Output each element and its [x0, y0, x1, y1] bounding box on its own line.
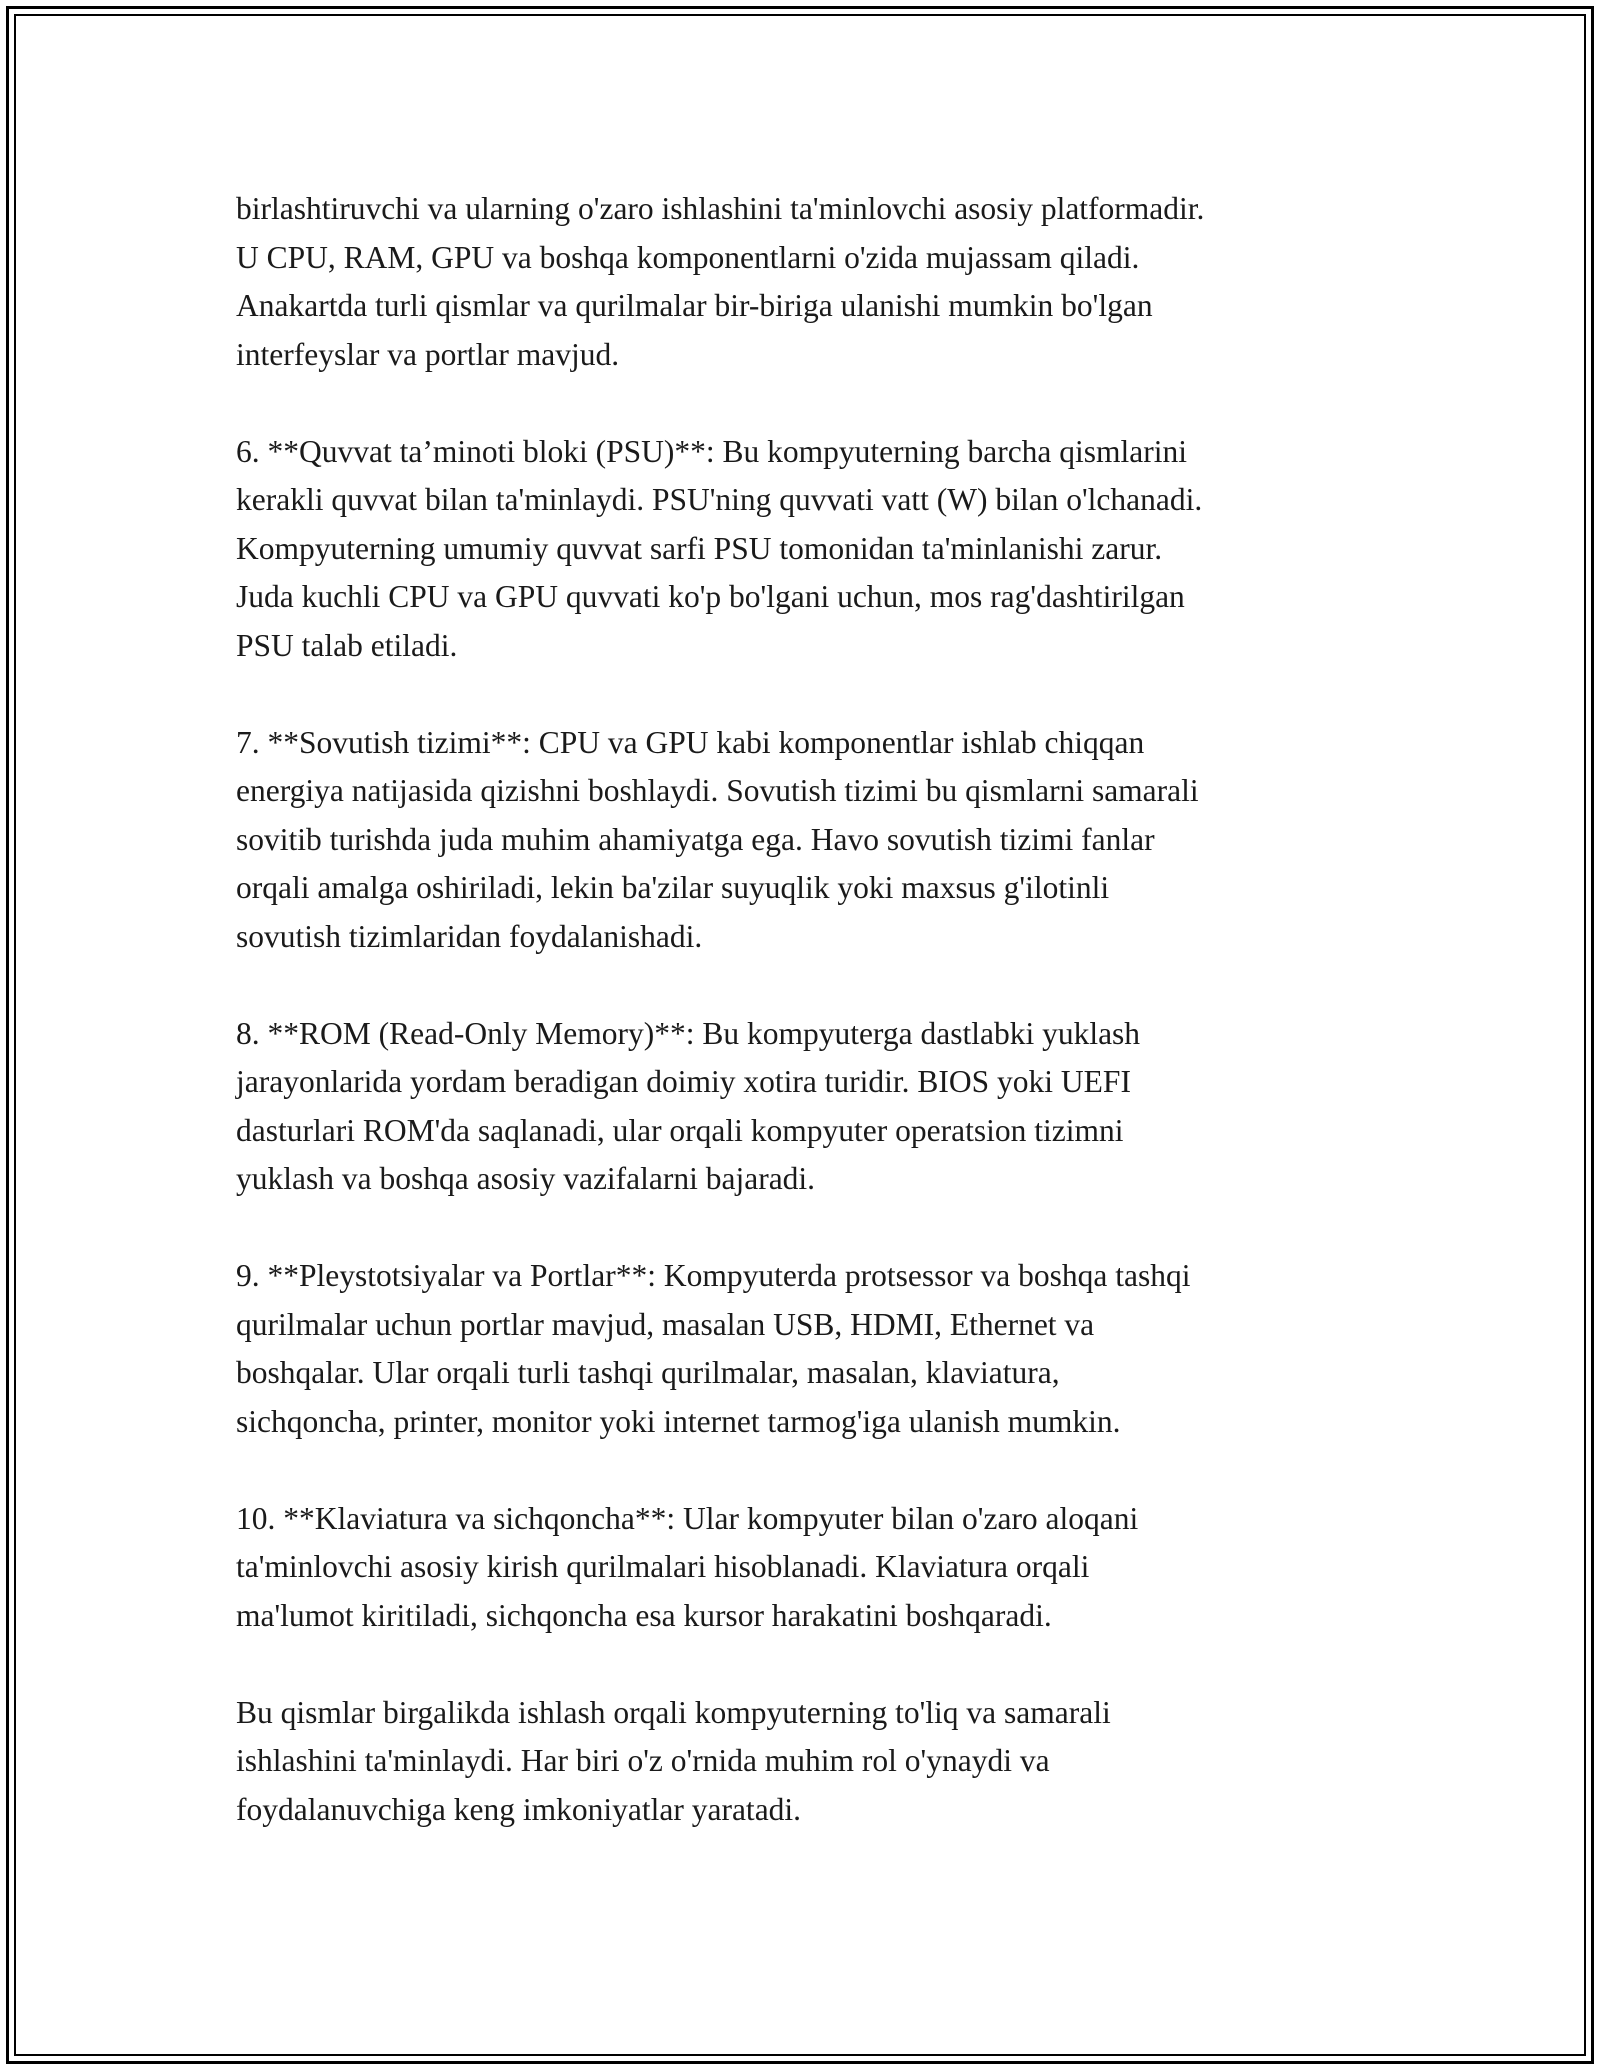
text-line: kerakli quvvat bilan ta'minlaydi. PSU'ning quvvati vatt (W) bilan o'lchanadi.: [236, 482, 1203, 517]
text-line: 7. **Sovutish tizimi**: CPU va GPU kabi komponentlar ishlab chiqqan: [236, 724, 1145, 760]
text-line: PSU talab etiladi.: [236, 627, 458, 663]
text-line: U CPU, RAM, GPU va boshqa komponentlarni o'zida mujassam qiladi.: [236, 239, 1140, 275]
text-line: orqali amalga oshiriladi, lekin ba'zilar suyuqlik yoki maxsus g'ilotinli: [236, 870, 1110, 905]
text-line: 8. **ROM (Read-Only Memory)**: Bu kompyuterga dastlabki yuklash: [236, 1015, 1141, 1051]
text-line: Juda kuchli CPU va GPU quvvati ko'p bo'lgani uchun, mos rag'dashtirilgan: [236, 579, 1185, 614]
text-line: ishlashini ta'minlaydi. Har biri o'z o'rnida muhim rol o'ynaydi va: [236, 1743, 1050, 1778]
text-line: energiya natijasida qizishni boshlaydi. Sovutish tizimi bu qismlarni samarali: [236, 773, 1199, 808]
paragraph-conclusion: [236, 1689, 1386, 1835]
paragraph-ports: [236, 1252, 1386, 1446]
text-line: 9. **Pleystotsiyalar va Portlar**: Kompyuterda protsessor va boshqa tashqi: [236, 1258, 1191, 1293]
paragraph-cooling: [236, 719, 1386, 962]
text-line: foydalanuvchiga keng imkoniyatlar yaratadi.: [236, 1791, 802, 1827]
text-line: yuklash va boshqa asosiy vazifalarni bajaradi.: [236, 1161, 816, 1196]
text-line: interfeyslar va portlar mavjud.: [236, 336, 620, 372]
text-line: sichqoncha, printer, monitor yoki internet tarmog'iga ulanish mumkin.: [236, 1403, 1121, 1439]
text-line: jarayonlarida yordam beradigan doimiy xotira turidir. BIOS yoki UEFI: [236, 1064, 1131, 1099]
paragraph-motherboard: [236, 185, 1386, 379]
document-body: [236, 185, 1386, 1883]
text-line: boshqalar. Ular orqali turli tashqi qurilmalar, masalan, klaviatura,: [236, 1355, 1060, 1390]
text-line: birlashtiruvchi va ularning o'zaro ishlashini ta'minlovchi asosiy platformadir.: [236, 191, 1205, 226]
text-line: Bu qismlar birgalikda ishlash orqali kompyuterning to'liq va samarali: [236, 1694, 1111, 1730]
text-line: ta'minlovchi asosiy kirish qurilmalari hisoblanadi. Klaviatura orqali: [236, 1549, 1090, 1584]
text-line: ma'lumot kiritiladi, sichqoncha esa kursor harakatini boshqaradi.: [236, 1597, 1052, 1633]
paragraph-rom: [236, 1010, 1386, 1204]
text-line: Kompyuterning umumiy quvvat sarfi PSU tomonidan ta'minlanishi zarur.: [236, 530, 1163, 566]
text-line: qurilmalar uchun portlar mavjud, masalan USB, HDMI, Ethernet va: [236, 1306, 1095, 1342]
text-line: 6. **Quvvat ta’minoti bloki (PSU)**: Bu kompyuterning barcha qismlarini: [236, 433, 1188, 469]
text-line: 10. **Klaviatura va sichqoncha**: Ular kompyuter bilan o'zaro aloqani: [236, 1500, 1139, 1536]
paragraph-psu: [236, 428, 1386, 671]
text-line: sovitib turishda juda muhim ahamiyatga ega. Havo sovutish tizimi fanlar: [236, 821, 1155, 857]
paragraph-keyboard-mouse: [236, 1495, 1386, 1641]
text-line: Anakartda turli qismlar va qurilmalar bir-biriga ulanishi mumkin bo'lgan: [236, 288, 1153, 323]
text-line: sovutish tizimlaridan foydalanishadi.: [236, 918, 703, 954]
text-line: dasturlari ROM'da saqlanadi, ular orqali kompyuter operatsion tizimni: [236, 1112, 1124, 1148]
